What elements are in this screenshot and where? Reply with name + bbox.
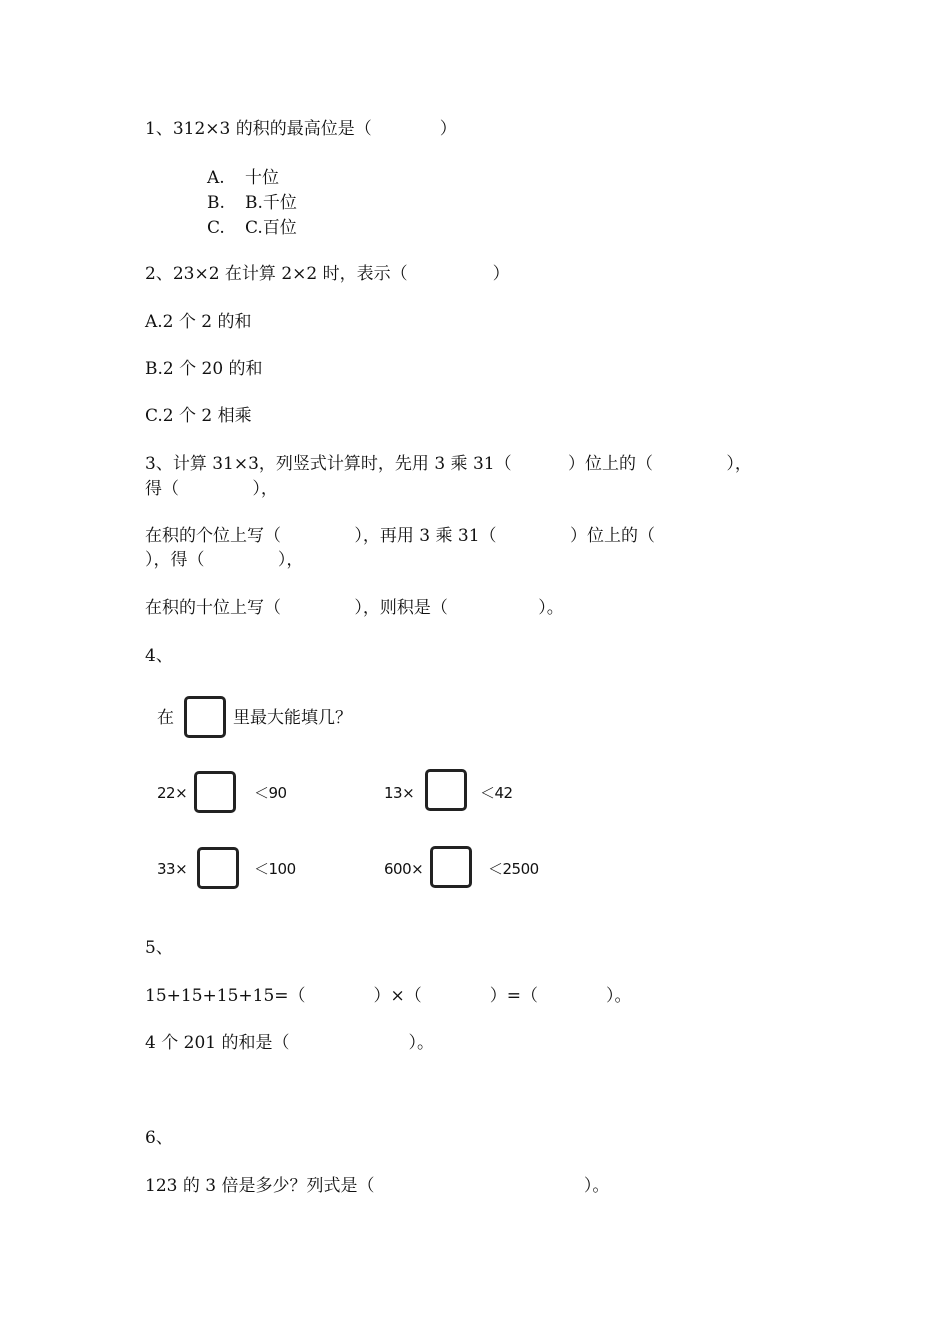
figure-prompt-before: 在	[157, 708, 174, 728]
question-1-text: 1、312×3 的积的最高位是（ ）	[145, 119, 457, 139]
item-1-left: 22×	[157, 784, 188, 802]
item-1-answer-box[interactable]	[194, 771, 236, 813]
question-5-line-2: 4 个 201 的和是（ ）。	[145, 1033, 434, 1053]
question-6-number: 6、	[145, 1128, 173, 1148]
item-4-right: ＜2500	[488, 860, 539, 878]
item-3-right: ＜100	[254, 860, 296, 878]
item-2-answer-box[interactable]	[425, 769, 467, 811]
question-6-line-1: 123 的 3 倍是多少？列式是（ ）。	[145, 1176, 610, 1196]
question-3-line-3: 在积的个位上写（ ），再用 3 乘 31（ ）位上的（	[145, 526, 655, 546]
option-a-letter: A.	[207, 168, 225, 188]
question-4-number: 4、	[145, 646, 173, 666]
question-3-line-5: 在积的十位上写（ ），则积是（ ）。	[145, 598, 564, 618]
option-a-text: 十位	[245, 168, 279, 188]
option-b-text: B.千位	[245, 193, 297, 213]
question-2-text: 2、23×2 在计算 2×2 时，表示（ ）	[145, 264, 510, 284]
question-5-line-1: 15+15+15+15=（ ）×（ ）=（ ）。	[145, 986, 632, 1006]
item-4-left: 600×	[384, 860, 424, 878]
question-2-option-c: C.2 个 2 相乘	[145, 406, 252, 426]
question-3-line-2: 得（ ），	[145, 479, 278, 499]
option-c-letter: C.	[207, 218, 225, 238]
item-2-left: 13×	[384, 784, 415, 802]
answer-box-icon	[184, 696, 226, 738]
item-3-left: 33×	[157, 860, 188, 878]
option-b-letter: B.	[207, 193, 225, 213]
item-1-right: ＜90	[254, 784, 287, 802]
figure-prompt-after: 里最大能填几？	[233, 708, 352, 728]
item-3-answer-box[interactable]	[197, 847, 239, 889]
question-3-line-4: ），得（ ），	[145, 550, 304, 570]
question-2-option-b: B.2 个 20 的和	[145, 359, 263, 379]
question-5-number: 5、	[145, 938, 173, 958]
question-2-option-a: A.2 个 2 的和	[145, 312, 252, 332]
option-c-text: C.百位	[245, 218, 297, 238]
question-3-line-1: 3、计算 31×3，列竖式计算时，先用 3 乘 31（ ）位上的（ ），	[145, 454, 752, 474]
item-2-right: ＜42	[480, 784, 513, 802]
item-4-answer-box[interactable]	[430, 846, 472, 888]
